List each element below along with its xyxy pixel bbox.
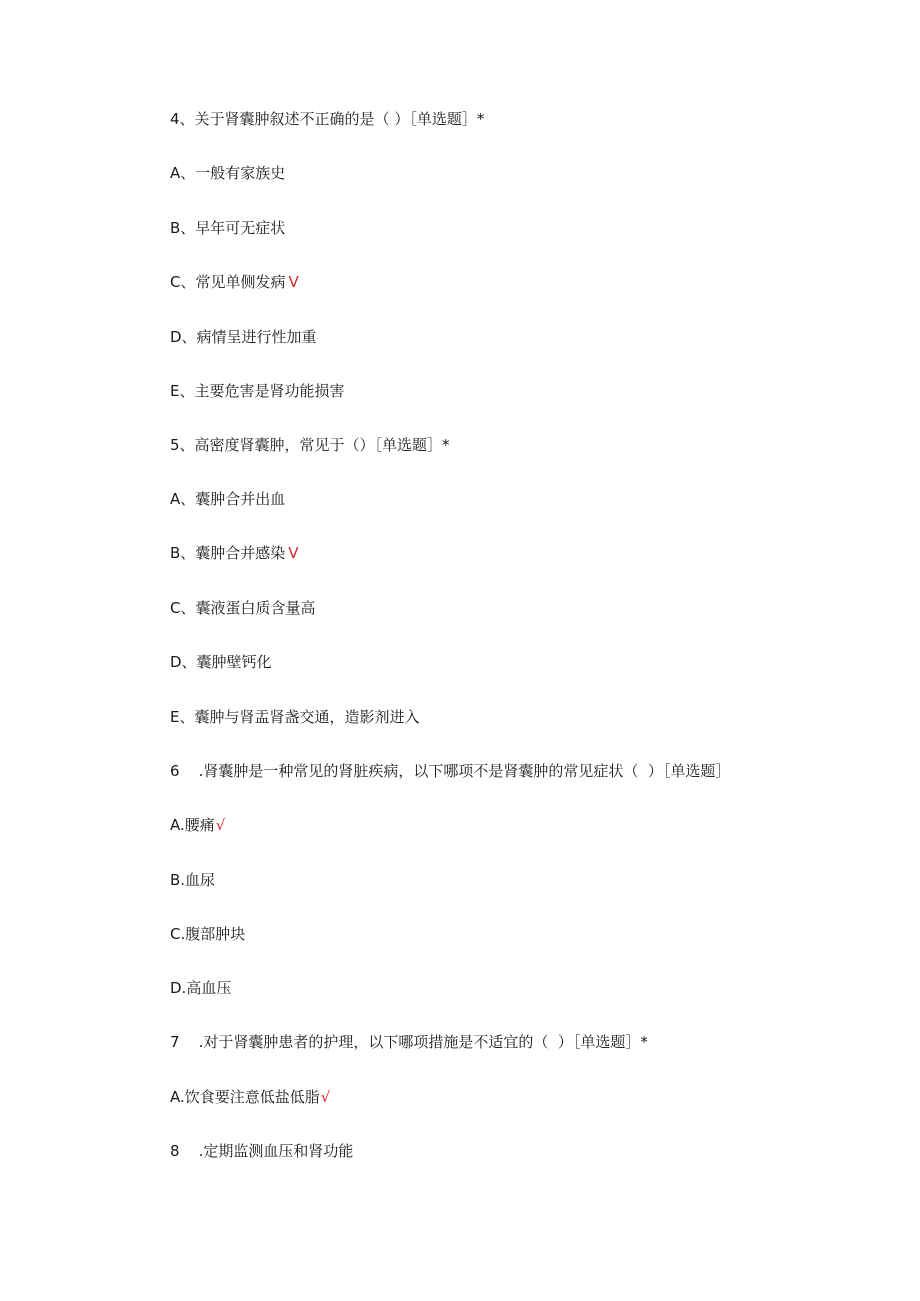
question-8-stem xyxy=(170,1139,880,1163)
line-text: B.血尿 xyxy=(170,871,216,889)
line-text: C、常见单侧发病 xyxy=(170,273,286,291)
line-text: A.饮食要注意低盐低脂 xyxy=(170,1088,320,1106)
line-text: 5、高密度肾囊肿，常见于（）［单选题］* xyxy=(170,436,450,454)
line-text: A、一般有家族史 xyxy=(170,164,286,182)
question-4-option-e xyxy=(170,379,880,403)
line-text: A、囊肿合并出血 xyxy=(170,490,286,508)
question-7-stem xyxy=(170,1030,880,1054)
line-text: 6 .肾囊肿是一种常见的肾脏疾病，以下哪项不是肾囊肿的常见症状（ ）［单选题］ xyxy=(170,762,731,780)
line-text: C.腹部肿块 xyxy=(170,925,246,943)
line-text: D、病情呈进行性加重 xyxy=(170,328,317,346)
line-text: D、囊肿壁钙化 xyxy=(170,653,272,671)
line-text: A.腰痛 xyxy=(170,816,215,834)
line-text: E、主要危害是肾功能损害 xyxy=(170,382,345,400)
question-5-option-b xyxy=(170,541,880,565)
question-4-option-b xyxy=(170,216,880,240)
question-5-option-d xyxy=(170,650,880,674)
correct-answer-mark: V xyxy=(288,544,299,562)
line-text: C、囊液蛋白质含量高 xyxy=(170,599,316,617)
correct-answer-mark: V xyxy=(288,273,299,291)
line-text: 8 .定期监测血压和肾功能 xyxy=(170,1142,354,1160)
question-6-option-c xyxy=(170,922,880,946)
question-4-option-a xyxy=(170,161,880,185)
line-text: 4、关于肾囊肿叙述不正确的是（ ）［单选题］* xyxy=(170,110,485,128)
line-text: D.高血压 xyxy=(170,979,232,997)
line-text: B、囊肿合并感染 xyxy=(170,544,286,562)
question-5-stem xyxy=(170,433,880,457)
correct-answer-mark: √ xyxy=(215,816,226,834)
correct-answer-mark: √ xyxy=(320,1088,331,1106)
question-6-option-b xyxy=(170,868,880,892)
line-text: 7 .对于肾囊肿患者的护理，以下哪项措施是不适宜的（ ）［单选题］* xyxy=(170,1033,648,1051)
question-6-stem xyxy=(170,759,880,783)
question-5-option-c xyxy=(170,596,880,620)
question-6-option-d xyxy=(170,976,880,1000)
question-4-option-c xyxy=(170,270,880,294)
question-6-option-a xyxy=(170,813,880,837)
line-text: E、囊肿与肾盂肾盏交通，造影剂进入 xyxy=(170,708,420,726)
question-4-stem xyxy=(170,107,880,131)
line-text: B、早年可无症状 xyxy=(170,219,286,237)
question-5-option-e xyxy=(170,705,880,729)
question-5-option-a xyxy=(170,487,880,511)
question-7-option-a xyxy=(170,1085,880,1109)
question-4-option-d xyxy=(170,325,880,349)
